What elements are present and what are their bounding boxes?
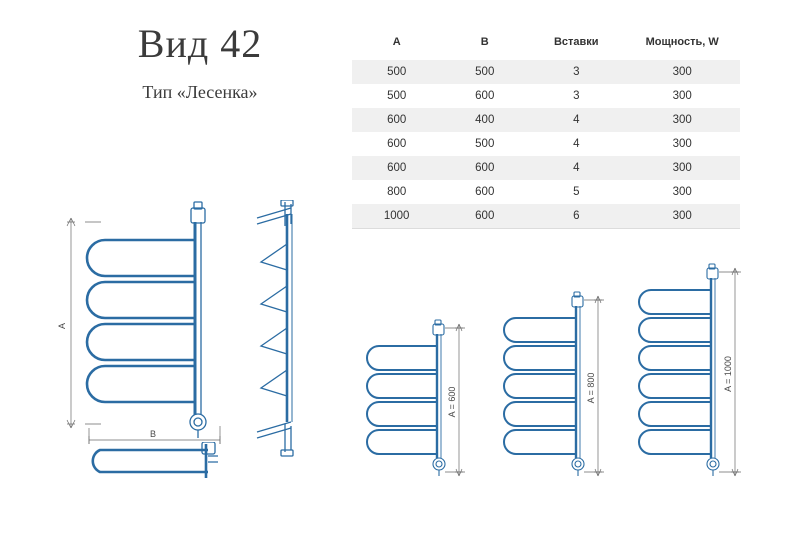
radiator-front-outline <box>87 202 206 438</box>
table-row <box>352 60 740 84</box>
cell-a: 800 <box>352 180 441 204</box>
cell-inserts: 6 <box>528 204 624 229</box>
cell-inserts: 4 <box>528 132 624 156</box>
cell-a: 600 <box>352 108 441 132</box>
column-header-inserts: Вставки <box>528 30 624 60</box>
cell-b: 600 <box>441 156 528 180</box>
cell-power: 300 <box>624 180 740 204</box>
cell-b: 600 <box>441 180 528 204</box>
variant-drawing-800 <box>492 290 617 490</box>
column-header-a: A <box>352 30 441 60</box>
column-header-power: Мощность, W <box>624 30 740 60</box>
variant-dim-label: A = 600 <box>447 386 457 418</box>
cell-b: 400 <box>441 108 528 132</box>
table-body <box>352 60 740 229</box>
cell-power: 300 <box>624 204 740 229</box>
cell-b: 600 <box>441 204 528 229</box>
table-row <box>352 180 740 204</box>
cell-a: 500 <box>352 60 441 84</box>
table-row <box>352 156 740 180</box>
cell-b: 500 <box>441 132 528 156</box>
variant-drawing-600 <box>355 318 475 488</box>
cell-power: 300 <box>624 84 740 108</box>
dim-label-a: A <box>57 322 67 330</box>
cell-a: 600 <box>352 156 441 180</box>
cell-a: 1000 <box>352 204 441 229</box>
cell-inserts: 3 <box>528 60 624 84</box>
cell-inserts: 4 <box>528 156 624 180</box>
page-subtitle: Тип «Лесенка» <box>142 82 258 102</box>
variant-drawing-1000 <box>625 262 755 490</box>
cell-inserts: 5 <box>528 180 624 204</box>
cell-power: 300 <box>624 60 740 84</box>
cell-power: 300 <box>624 132 740 156</box>
spec-table <box>352 30 740 229</box>
plan-view-drawing <box>78 442 238 492</box>
cell-inserts: 3 <box>528 84 624 108</box>
title-block <box>60 22 340 103</box>
cell-a: 500 <box>352 84 441 108</box>
variant-dim-label: A = 800 <box>586 372 596 404</box>
table-header-row <box>352 30 740 60</box>
dim-label-b: B <box>149 429 157 439</box>
table-row <box>352 84 740 108</box>
cell-b: 500 <box>441 60 528 84</box>
cell-a: 600 <box>352 132 441 156</box>
table-row <box>352 204 740 229</box>
cell-power: 300 <box>624 156 740 180</box>
cell-b: 600 <box>441 84 528 108</box>
cell-inserts: 4 <box>528 108 624 132</box>
table-row <box>352 132 740 156</box>
column-header-b: B <box>441 30 528 60</box>
page-title: Вид 42 <box>137 21 263 66</box>
cell-power: 300 <box>624 108 740 132</box>
variant-dim-label: A = 1000 <box>723 356 733 392</box>
side-view-drawing <box>245 200 325 480</box>
table-row <box>352 108 740 132</box>
